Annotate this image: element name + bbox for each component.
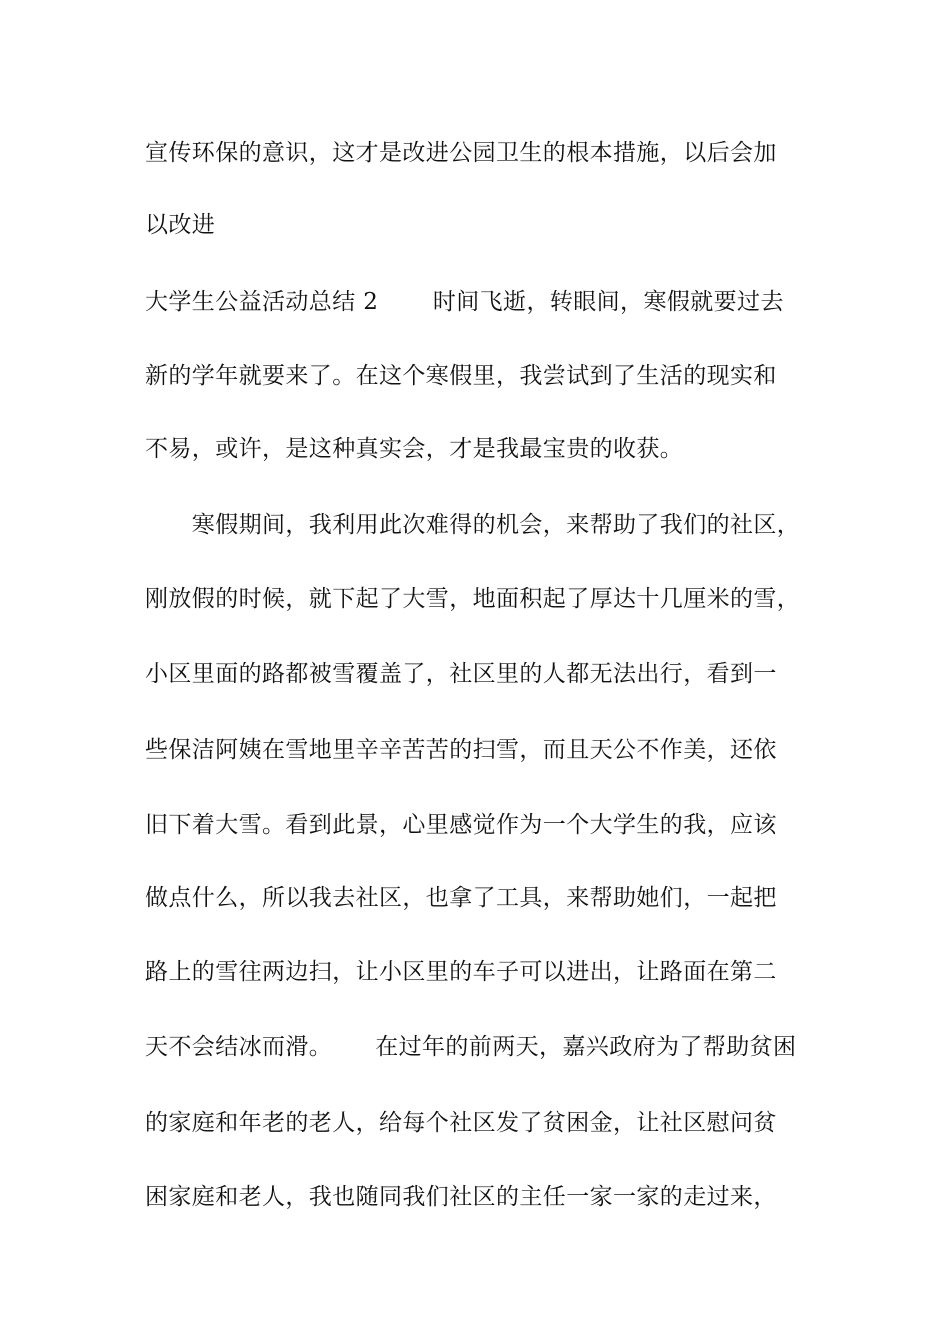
text-line: 寒假期间，我利用此次难得的机会，来帮助了我们的社区， bbox=[145, 512, 801, 538]
text-line: 旧下着大雪。看到此景，心里感觉作为一个大学生的我，应该 bbox=[145, 812, 777, 838]
text-line: 路上的雪往两边扫，让小区里的车子可以进出，让路面在第二 bbox=[145, 959, 777, 985]
text-line: 宣传环保的意识，这才是改进公园卫生的根本措施，以后会加 bbox=[145, 140, 777, 166]
text-line: 小区里面的路都被雪覆盖了，社区里的人都无法出行，看到一 bbox=[145, 661, 777, 687]
text-line: 新的学年就要来了。在这个寒假里，我尝试到了生活的现实和 bbox=[145, 363, 777, 389]
text-line: 大学生公益活动总结 2 时间飞逝，转眼间，寒假就要过去 bbox=[145, 289, 784, 315]
text-line: 刚放假的时候，就下起了大雪，地面积起了厚达十几厘米的雪， bbox=[145, 586, 801, 612]
text-line: 做点什么，所以我去社区，也拿了工具，来帮助她们，一起把 bbox=[145, 885, 777, 911]
text-line: 的家庭和年老的老人，给每个社区发了贫困金，让社区慰问贫 bbox=[145, 1110, 777, 1136]
text-line: 以改进 bbox=[145, 212, 216, 238]
text-line: 些保洁阿姨在雪地里辛辛苦苦的扫雪，而且天公不作美，还依 bbox=[145, 737, 777, 763]
text-line: 不易，或许，是这种真实会，才是我最宝贵的收获。 bbox=[145, 436, 684, 462]
text-line: 困家庭和老人，我也随同我们社区的主任一家一家的走过来， bbox=[145, 1184, 777, 1210]
text-line: 天不会结冰而滑。 在过年的前两天，嘉兴政府为了帮助贫困 bbox=[145, 1034, 797, 1060]
